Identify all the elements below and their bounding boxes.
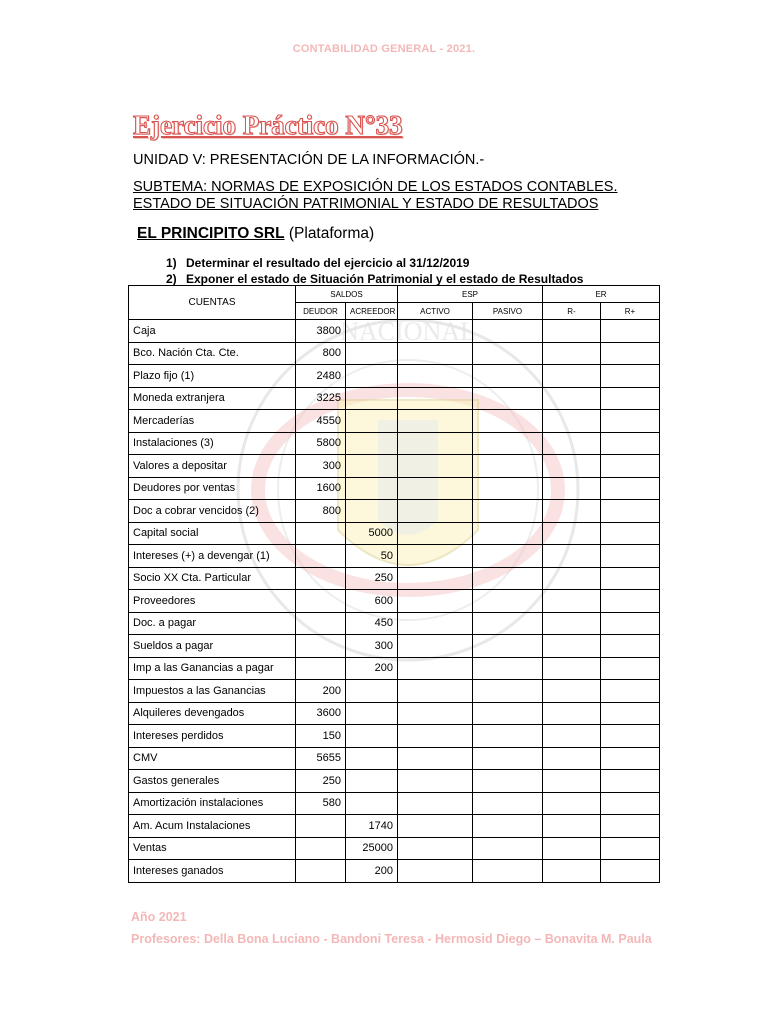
cell-acreedor: 1740 <box>346 815 398 838</box>
cell-pasivo <box>473 725 543 748</box>
cell-pasivo <box>473 702 543 725</box>
cell-r-minus <box>543 387 601 410</box>
cell-activo <box>398 455 473 478</box>
cell-acreedor <box>346 387 398 410</box>
cell-activo <box>398 657 473 680</box>
cell-acreedor <box>346 792 398 815</box>
cell-activo <box>398 387 473 410</box>
cell-acreedor: 25000 <box>346 837 398 860</box>
header-acreedor: ACREEDOR <box>346 303 398 320</box>
cell-r-plus <box>601 342 660 365</box>
cell-r-plus <box>601 590 660 613</box>
cell-pasivo <box>473 590 543 613</box>
company-line <box>137 225 374 243</box>
cell-r-minus <box>543 770 601 793</box>
header-cuentas: CUENTAS <box>129 286 296 320</box>
cell-cuenta: Deudores por ventas <box>129 477 296 500</box>
cell-r-minus <box>543 612 601 635</box>
task-list <box>166 255 583 287</box>
cell-r-plus <box>601 477 660 500</box>
table-row <box>129 545 660 568</box>
cell-r-minus <box>543 837 601 860</box>
cell-r-plus <box>601 455 660 478</box>
cell-pasivo <box>473 635 543 658</box>
cell-r-plus <box>601 522 660 545</box>
cell-pasivo <box>473 387 543 410</box>
cell-pasivo <box>473 792 543 815</box>
cell-cuenta: Ventas <box>129 837 296 860</box>
cell-acreedor <box>346 680 398 703</box>
cell-cuenta: Imp a las Ganancias a pagar <box>129 657 296 680</box>
table-row <box>129 612 660 635</box>
cell-acreedor <box>346 747 398 770</box>
cell-r-plus <box>601 792 660 815</box>
cell-r-minus <box>543 725 601 748</box>
table-row <box>129 567 660 590</box>
cell-r-minus <box>543 747 601 770</box>
cell-activo <box>398 320 473 343</box>
cell-deudor: 3600 <box>296 702 346 725</box>
cell-acreedor: 450 <box>346 612 398 635</box>
cell-acreedor <box>346 320 398 343</box>
cell-activo <box>398 747 473 770</box>
cell-acreedor: 300 <box>346 635 398 658</box>
table-row <box>129 792 660 815</box>
cell-activo <box>398 725 473 748</box>
table-row <box>129 837 660 860</box>
cell-cuenta: CMV <box>129 747 296 770</box>
cell-deudor <box>296 815 346 838</box>
accounts-table-body <box>129 320 660 883</box>
cell-r-minus <box>543 657 601 680</box>
table-row <box>129 657 660 680</box>
cell-deudor: 250 <box>296 770 346 793</box>
cell-deudor: 2480 <box>296 365 346 388</box>
cell-r-plus <box>601 545 660 568</box>
cell-r-minus <box>543 342 601 365</box>
cell-deudor: 3225 <box>296 387 346 410</box>
cell-cuenta: Capital social <box>129 522 296 545</box>
table-row <box>129 387 660 410</box>
cell-r-minus <box>543 792 601 815</box>
cell-r-plus <box>601 680 660 703</box>
cell-pasivo <box>473 477 543 500</box>
cell-acreedor: 600 <box>346 590 398 613</box>
cell-cuenta: Caja <box>129 320 296 343</box>
accounts-table <box>128 285 660 883</box>
cell-r-plus <box>601 702 660 725</box>
cell-r-plus <box>601 747 660 770</box>
cell-r-plus <box>601 410 660 433</box>
cell-deudor: 150 <box>296 725 346 748</box>
header-title: CONTABILIDAD GENERAL - 2021. <box>292 43 476 55</box>
cell-cuenta: Intereses perdidos <box>129 725 296 748</box>
cell-pasivo <box>473 837 543 860</box>
cell-acreedor <box>346 455 398 478</box>
cell-deudor <box>296 860 346 883</box>
cell-cuenta: Proveedores <box>129 590 296 613</box>
cell-cuenta: Bco. Nación Cta. Cte. <box>129 342 296 365</box>
cell-r-minus <box>543 567 601 590</box>
cell-acreedor <box>346 702 398 725</box>
cell-pasivo <box>473 545 543 568</box>
cell-pasivo <box>473 770 543 793</box>
cell-deudor <box>296 837 346 860</box>
cell-acreedor <box>346 365 398 388</box>
task-text: Exponer el estado de Situación Patrimonial y el estado de Resultados <box>186 272 584 286</box>
cell-r-plus <box>601 815 660 838</box>
cell-deudor: 800 <box>296 500 346 523</box>
cell-activo <box>398 815 473 838</box>
cell-cuenta: Plazo fijo (1) <box>129 365 296 388</box>
table-row <box>129 500 660 523</box>
cell-acreedor <box>346 432 398 455</box>
cell-cuenta: Socio XX Cta. Particular <box>129 567 296 590</box>
cell-cuenta: Intereses ganados <box>129 860 296 883</box>
task-item <box>166 255 583 271</box>
cell-r-plus <box>601 612 660 635</box>
cell-cuenta: Mercaderías <box>129 410 296 433</box>
company-name: EL PRINCIPITO SRL <box>137 225 285 242</box>
cell-deudor: 580 <box>296 792 346 815</box>
table-row <box>129 702 660 725</box>
cell-cuenta: Doc a cobrar vencidos (2) <box>129 500 296 523</box>
cell-cuenta: Intereses (+) a devengar (1) <box>129 545 296 568</box>
cell-pasivo <box>473 815 543 838</box>
cell-cuenta: Sueldos a pagar <box>129 635 296 658</box>
cell-acreedor <box>346 410 398 433</box>
cell-cuenta: Impuestos a las Ganancias <box>129 680 296 703</box>
cell-r-minus <box>543 320 601 343</box>
cell-acreedor <box>346 725 398 748</box>
cell-r-minus <box>543 702 601 725</box>
cell-r-minus <box>543 410 601 433</box>
cell-pasivo <box>473 680 543 703</box>
cell-r-minus <box>543 680 601 703</box>
cell-deudor <box>296 545 346 568</box>
table-row <box>129 635 660 658</box>
cell-cuenta: Instalaciones (3) <box>129 432 296 455</box>
cell-r-minus <box>543 365 601 388</box>
cell-acreedor: 200 <box>346 860 398 883</box>
task-text: Determinar el resultado del ejercicio al 31/12/2019 <box>186 256 470 270</box>
table-row <box>129 432 660 455</box>
cell-r-plus <box>601 567 660 590</box>
cell-pasivo <box>473 860 543 883</box>
footer-profesores: Profesores: Della Bona Luciano - Bandoni Teresa - Hermosid Diego – Bonavita M. Paula <box>131 932 652 946</box>
cell-r-plus <box>601 365 660 388</box>
cell-acreedor: 250 <box>346 567 398 590</box>
cell-activo <box>398 590 473 613</box>
cell-activo <box>398 365 473 388</box>
cell-activo <box>398 410 473 433</box>
cell-pasivo <box>473 657 543 680</box>
cell-r-minus <box>543 477 601 500</box>
cell-r-minus <box>543 500 601 523</box>
cell-acreedor <box>346 770 398 793</box>
unit-heading: UNIDAD V: PRESENTACIÓN DE LA INFORMACIÓN.- <box>133 152 485 168</box>
table-row <box>129 725 660 748</box>
svg-text:NACIONAL: NACIONAL <box>340 317 476 346</box>
cell-deudor: 5800 <box>296 432 346 455</box>
header-activo: ACTIVO <box>398 303 473 320</box>
header-er: ER <box>543 286 660 303</box>
cell-activo <box>398 567 473 590</box>
cell-pasivo <box>473 320 543 343</box>
cell-deudor <box>296 590 346 613</box>
cell-deudor <box>296 657 346 680</box>
cell-pasivo <box>473 365 543 388</box>
cell-cuenta: Doc. a pagar <box>129 612 296 635</box>
cell-cuenta: Am. Acum Instalaciones <box>129 815 296 838</box>
table-row <box>129 770 660 793</box>
cell-acreedor: 200 <box>346 657 398 680</box>
cell-activo <box>398 612 473 635</box>
cell-activo <box>398 860 473 883</box>
cell-r-plus <box>601 770 660 793</box>
cell-deudor: 800 <box>296 342 346 365</box>
footer-year: Año 2021 <box>131 910 187 924</box>
cell-activo <box>398 770 473 793</box>
cell-r-plus <box>601 725 660 748</box>
cell-r-minus <box>543 860 601 883</box>
cell-deudor: 5655 <box>296 747 346 770</box>
cell-pasivo <box>473 747 543 770</box>
cell-activo <box>398 342 473 365</box>
cell-deudor: 200 <box>296 680 346 703</box>
cell-cuenta: Alquileres devengados <box>129 702 296 725</box>
cell-activo <box>398 432 473 455</box>
cell-deudor: 3800 <box>296 320 346 343</box>
cell-acreedor <box>346 500 398 523</box>
cell-cuenta: Moneda extranjera <box>129 387 296 410</box>
cell-r-plus <box>601 860 660 883</box>
cell-pasivo <box>473 567 543 590</box>
header-deudor: DEUDOR <box>296 303 346 320</box>
cell-cuenta: Amortización instalaciones <box>129 792 296 815</box>
cell-activo <box>398 522 473 545</box>
cell-activo <box>398 477 473 500</box>
cell-deudor <box>296 567 346 590</box>
table-row <box>129 320 660 343</box>
header-pasivo: PASIVO <box>473 303 543 320</box>
cell-acreedor <box>346 342 398 365</box>
cell-r-minus <box>543 432 601 455</box>
cell-pasivo <box>473 342 543 365</box>
cell-acreedor <box>346 477 398 500</box>
table-row <box>129 410 660 433</box>
header-r-minus: R- <box>543 303 601 320</box>
table-row <box>129 477 660 500</box>
cell-pasivo <box>473 500 543 523</box>
cell-r-plus <box>601 320 660 343</box>
cell-r-minus <box>543 590 601 613</box>
table-row <box>129 815 660 838</box>
table-row <box>129 747 660 770</box>
cell-pasivo <box>473 455 543 478</box>
cell-activo <box>398 500 473 523</box>
task-number: 1) <box>166 256 177 270</box>
cell-activo <box>398 792 473 815</box>
cell-deudor <box>296 635 346 658</box>
cell-acreedor: 5000 <box>346 522 398 545</box>
cell-deudor <box>296 612 346 635</box>
cell-r-minus <box>543 455 601 478</box>
company-suffix: (Plataforma) <box>284 225 375 242</box>
cell-r-plus <box>601 432 660 455</box>
cell-pasivo <box>473 410 543 433</box>
cell-activo <box>398 702 473 725</box>
cell-deudor: 300 <box>296 455 346 478</box>
cell-activo <box>398 635 473 658</box>
header-r-plus: R+ <box>601 303 660 320</box>
table-row <box>129 680 660 703</box>
cell-cuenta: Gastos generales <box>129 770 296 793</box>
cell-deudor: 4550 <box>296 410 346 433</box>
table-row <box>129 342 660 365</box>
cell-activo <box>398 680 473 703</box>
cell-r-minus <box>543 635 601 658</box>
table-row <box>129 455 660 478</box>
cell-deudor <box>296 522 346 545</box>
cell-r-minus <box>543 815 601 838</box>
cell-r-minus <box>543 522 601 545</box>
table-row <box>129 860 660 883</box>
header-esp: ESP <box>398 286 543 303</box>
cell-r-plus <box>601 837 660 860</box>
table-row <box>129 522 660 545</box>
table-row <box>129 365 660 388</box>
cell-pasivo <box>473 612 543 635</box>
header-saldos: SALDOS <box>296 286 398 303</box>
cell-acreedor: 50 <box>346 545 398 568</box>
cell-r-plus <box>601 635 660 658</box>
task-number: 2) <box>166 272 177 286</box>
cell-pasivo <box>473 432 543 455</box>
cell-r-plus <box>601 657 660 680</box>
cell-r-minus <box>543 545 601 568</box>
cell-activo <box>398 837 473 860</box>
cell-activo <box>398 545 473 568</box>
cell-cuenta: Valores a depositar <box>129 455 296 478</box>
subtema-heading: SUBTEMA: NORMAS DE EXPOSICIÓN DE LOS ESTADOS CONTABLES. ESTADO DE SITUACIÓN PATRIMONIAL Y ESTADO DE RESULTADOS <box>133 179 618 212</box>
cell-pasivo <box>473 522 543 545</box>
exercise-title: Ejercicio Práctico N°33 <box>133 110 403 140</box>
cell-r-plus <box>601 500 660 523</box>
table-row <box>129 590 660 613</box>
cell-deudor: 1600 <box>296 477 346 500</box>
cell-r-plus <box>601 387 660 410</box>
